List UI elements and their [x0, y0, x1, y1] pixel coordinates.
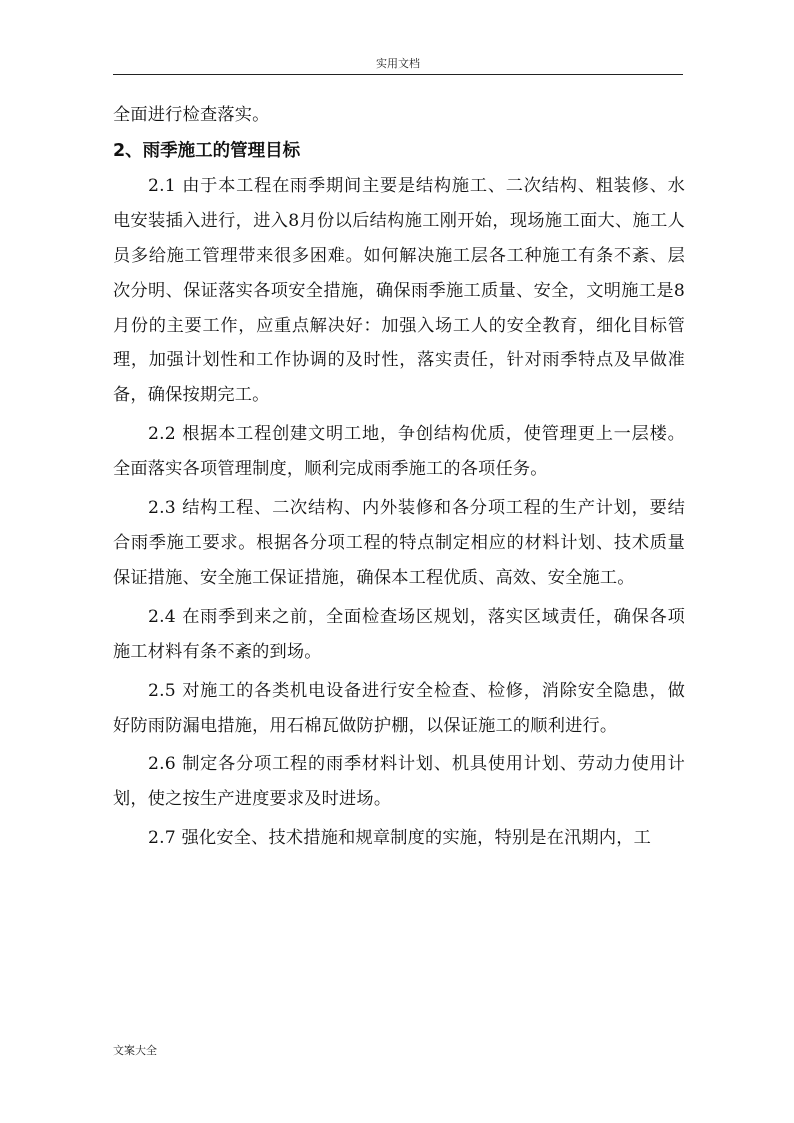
page-footer: 文案大全 [113, 1044, 157, 1057]
page-header: 实用文档 [113, 57, 683, 75]
continuation-text: 全面进行检查落实。 [113, 105, 270, 125]
paragraph-2-5: 2.5 对施工的各类机电设备进行安全检查、检修，消除安全隐患，做好防雨防漏电措施，用石棉瓦做防护棚，以保证施工的顺利进行。 [113, 680, 685, 736]
paragraph-2-3: 2.3 结构工程、二次结构、内外装修和各分项工程的生产计划，要结合雨季施工要求。根据各分项工程的特点制定相应的材料计划、技术质量保证措施、安全施工保证措施，确保本工程优质、高效、安全施工。 [113, 498, 685, 588]
paragraph-2-6: 2.6 制定各分项工程的雨季材料计划、机具使用计划、劳动力使用计划，使之按生产进度要求及时进场。 [113, 754, 685, 810]
paragraph-2-7: 2.7 强化安全、技术措施和规章制度的实施，特别是在汛期内，工 [148, 828, 652, 849]
paragraph-2-1: 2.1 由于本工程在雨季期间主要是结构施工、二次结构、粗装修、水电安装插入进行，进入8月份以后结构施工刚开始，现场施工面大、施工人员多给施工管理带来很多困难。如何解决施工层各工种施工有条不紊、层次分明、保证落实各项安全措施，确保雨季施工质量、安全，文明施工是8月份的主要工作，应重点解决好：加强入场工人的安全教育，细化目标管理，加强计划性和工作协调的及时性，落实责任，针对雨季特点及早做准备，确保按期完工。 [113, 175, 685, 406]
paragraph-2-2: 2.2 根据本工程创建文明工地，争创结构优质，使管理更上一层楼。全面落实各项管理制度，顺利完成雨季施工的各项任务。 [113, 424, 685, 480]
document-body [113, 98, 685, 856]
section-heading: 2、雨季施工的管理目标 [113, 140, 301, 161]
paragraph-2-4: 2.4 在雨季到来之前，全面检查场区规划，落实区域责任，确保各项施工材料有条不紊的到场。 [113, 606, 685, 662]
